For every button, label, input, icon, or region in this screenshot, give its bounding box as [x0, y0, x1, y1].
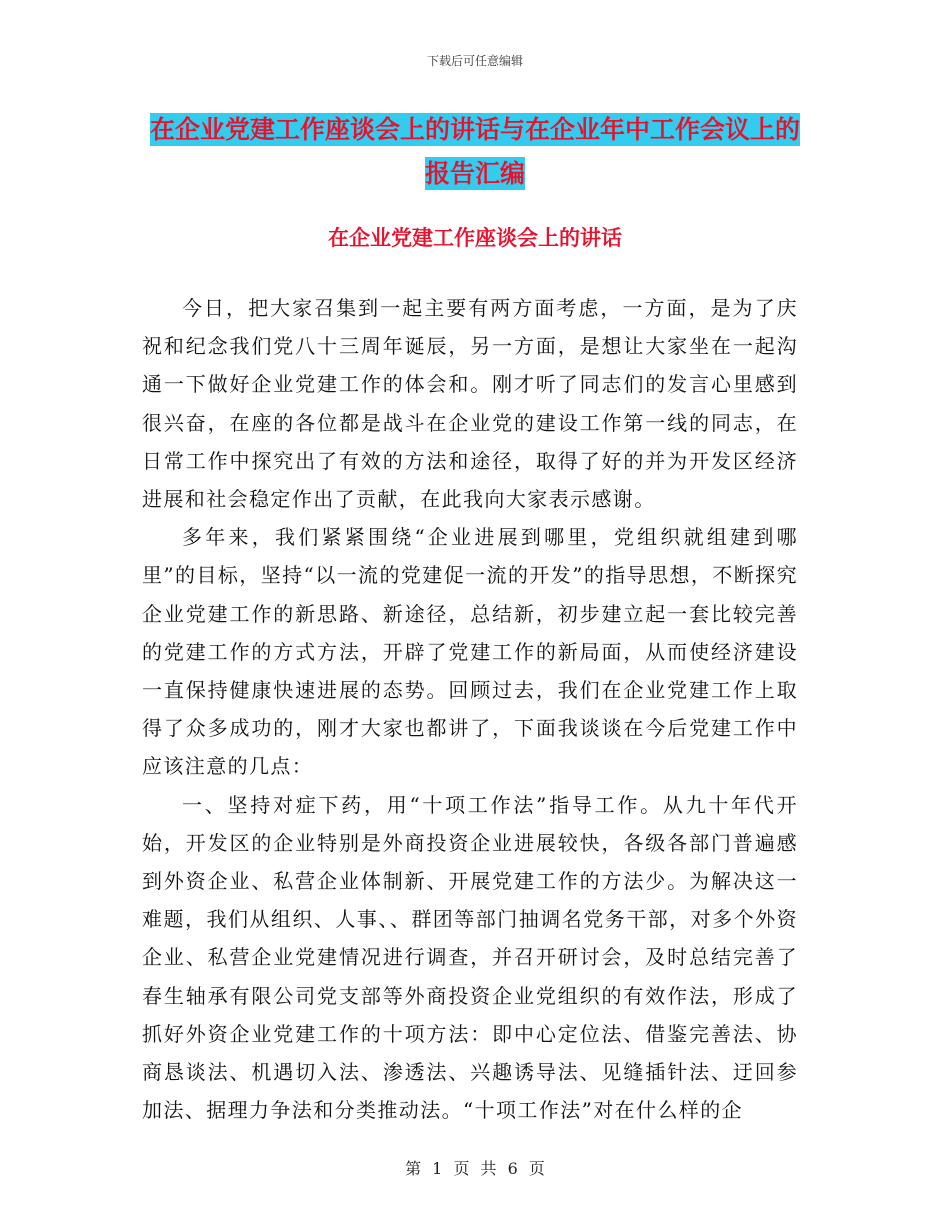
document-title: [150, 108, 800, 196]
paragraph: 今日，把大家召集到一起主要有两方面考虑，一方面，是为了庆祝和纪念我们党八十三周年诞辰，另一方面，是想让大家坐在一起沟通一下做好企业党建工作的体会和。刚才听了同志们的发言心里感到很兴奋，在座的各位都是战斗在企业党的建设工作第一线的同志，在日常工作中探究出了有效的方法和途径，取得了好的并为开发区经济进展和社会稳定作出了贡献，在此我向大家表示感谢。: [142, 296, 798, 512]
page-footer: 第 1 页 共 6 页: [405, 1159, 545, 1178]
header-note: 下载后可任意编辑: [426, 54, 523, 68]
paragraph: 一、坚持对症下药，用“十项工作法”指导工作。从九十年代开始，开发区的企业特别是外商投资企业进展较快，各级各部门普遍感到外资企业、私营企业体制新、开展党建工作的方法少。为解决这一难题，我们从组织、人事、、群团等部门抽调名党务干部，对多个外资企业、私营企业党建情况进行调查，并召开研讨会，及时总结完善了春生轴承有限公司党支部等外商投资企业党组织的有效作法，形成了抓好外资企业党建工作的十项方法：即中心定位法、借鉴完善法、协商恳谈法、机遇切入法、渗透法、兴趣诱导法、见缝插针法、迂回参加法、据理力争法和分类推动法。“十项工作法”对在什么样的企: [142, 792, 798, 1123]
body-text: [142, 289, 798, 1129]
section-title: 在企业党建工作座谈会上的讲话: [328, 226, 622, 250]
paragraph: 多年来，我们紧紧围绕“企业进展到哪里，党组织就组建到哪里”的目标，坚持“以一流的党建促一流的开发”的指导思想，不断探究企业党建工作的新思路、新途径，总结新，初步建立起一套比较完善的党建工作的方式方法，开辟了党建工作的新局面，从而使经济建设一直保持健康快速进展的态势。回顾过去，我们在企业党建工作上取得了众多成功的，刚才大家也都讲了，下面我谈谈在今后党建工作中应该注意的几点：: [142, 525, 798, 779]
document-title-text: 在企业党建工作座谈会上的讲话与在企业年中工作会议上的报告汇编: [150, 115, 801, 188]
